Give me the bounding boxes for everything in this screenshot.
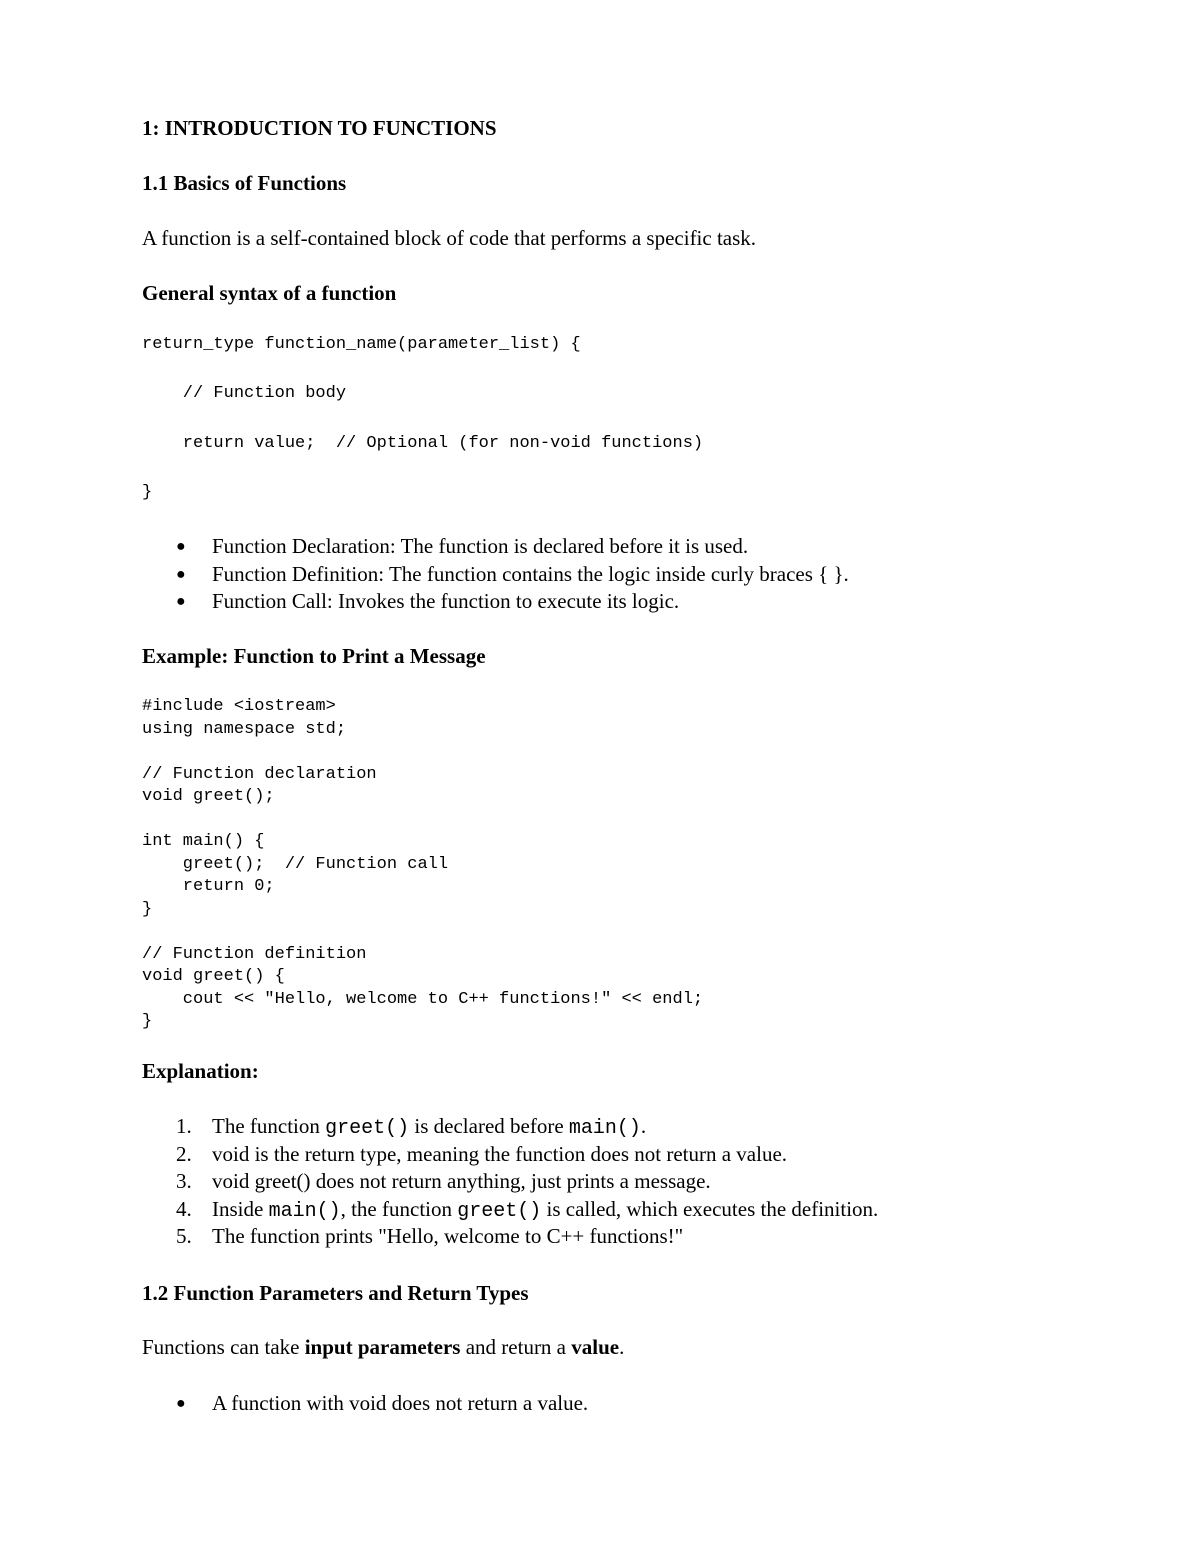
list-item: ● Function Declaration: The function is declared before it is used. (142, 533, 849, 561)
list-item: 5. The function prints "Hello, welcome to C++ functions!" (176, 1224, 684, 1248)
code-line: #include <iostream> (142, 697, 336, 716)
example-code-block (142, 696, 703, 1034)
code-line: return value; // Optional (for non-void functions) (142, 433, 704, 453)
list-item: 4. Inside main(), the function greet() is called, which executes the definition. (176, 1196, 879, 1223)
section-1-1-heading: 1.1 Basics of Functions (142, 171, 347, 195)
code-line: return 0; (142, 877, 275, 896)
explanation-list (142, 1113, 878, 1251)
list-item: 3. void greet() does not return anything, just prints a message. (176, 1169, 711, 1193)
code-line (142, 741, 703, 764)
code-line (142, 809, 703, 832)
example-heading: Example: Function to Print a Message (142, 644, 486, 668)
bullet-icon: ● (176, 1395, 186, 1412)
bullet-icon: ● (176, 593, 186, 610)
section-1-2-heading: 1.2 Function Parameters and Return Types (142, 1281, 529, 1305)
code-line: // Function declaration (142, 764, 377, 784)
syntax-heading: General syntax of a function (142, 281, 397, 305)
code-line: // Function definition (142, 944, 367, 964)
code-line (142, 358, 703, 383)
code-line: } (142, 483, 153, 503)
bullet-icon: ● (176, 538, 186, 555)
code-line: } (142, 899, 153, 919)
section-1-1-intro: A function is a self-contained block of code that performs a specific task. (142, 226, 757, 250)
code-line: greet(); // Function call (142, 854, 449, 874)
code-line: void greet(); (142, 787, 275, 806)
list-item: 1. The function greet() is declared before main(). (176, 1114, 647, 1140)
syntax-code-block (142, 333, 703, 506)
page-title: 1: INTRODUCTION TO FUNCTIONS (142, 116, 497, 140)
code-line: return_type function_name(parameter_list) { (142, 335, 581, 354)
code-line: void greet() { (142, 967, 285, 986)
code-line: using namespace std; (142, 719, 347, 739)
code-line: cout << "Hello, welcome to C++ functions!" << endl; (142, 989, 704, 1009)
list-item: 2. void is the return type, meaning the function does not return a value. (176, 1141, 788, 1166)
code-line (142, 921, 703, 944)
section-1-2-intro: Functions can take input parameters and return a value. (142, 1335, 625, 1359)
explanation-heading: Explanation: (142, 1059, 259, 1083)
code-line (142, 407, 703, 432)
code-line: } (142, 1012, 153, 1031)
code-line (142, 456, 703, 481)
function-concepts-list (142, 533, 849, 616)
code-line: int main() { (142, 832, 265, 851)
list-item: ● A function with void does not return a value. (142, 1390, 588, 1418)
list-item: ● Function Definition: The function contains the logic inside curly braces { }. (142, 561, 849, 589)
list-item: ● Function Call: Invokes the function to execute its logic. (142, 588, 849, 616)
bullet-icon: ● (176, 565, 186, 583)
code-line: // Function body (142, 384, 347, 404)
return-types-list (142, 1390, 588, 1418)
